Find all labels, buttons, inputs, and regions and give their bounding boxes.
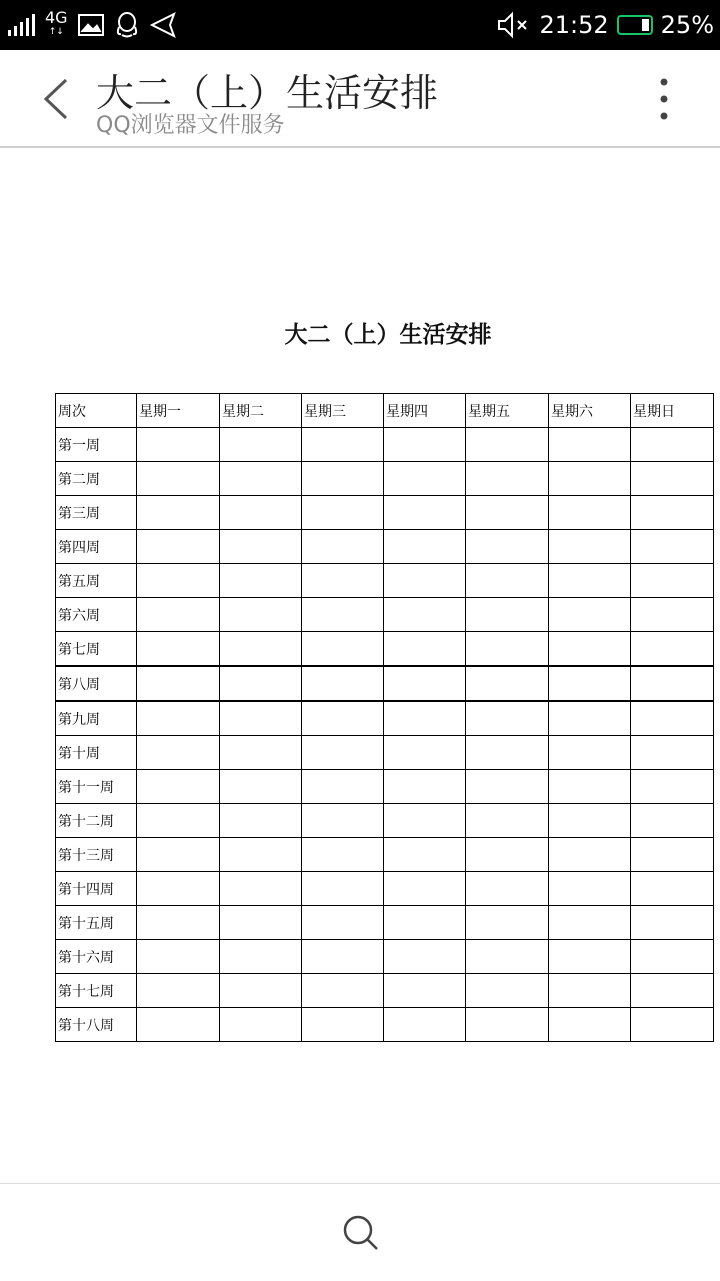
table-cell [137, 1008, 220, 1042]
table-cell [631, 906, 714, 940]
table-cell [302, 906, 384, 940]
table-cell [220, 906, 302, 940]
table-cell [631, 701, 714, 736]
signal-icon [8, 14, 35, 36]
table-cell [220, 428, 302, 462]
table-cell [549, 598, 631, 632]
table-cell [466, 632, 549, 667]
table-cell [137, 974, 220, 1008]
send-icon [150, 12, 176, 38]
table-row [56, 462, 714, 496]
week-label: 第九周 [56, 701, 137, 736]
table-cell [631, 940, 714, 974]
table-cell [631, 1008, 714, 1042]
table-cell [302, 428, 384, 462]
table-row [56, 428, 714, 462]
table-cell [220, 666, 302, 701]
table-cell [137, 804, 220, 838]
table-cell [384, 872, 466, 906]
table-cell [220, 496, 302, 530]
week-label: 第七周 [56, 632, 137, 667]
table-cell [466, 530, 549, 564]
week-label: 第八周 [56, 666, 137, 701]
table-cell [466, 736, 549, 770]
mute-icon [497, 11, 531, 39]
table-cell [302, 701, 384, 736]
table-cell [220, 838, 302, 872]
table-cell [384, 428, 466, 462]
table-cell [466, 428, 549, 462]
table-header-row [56, 394, 714, 428]
table-cell [137, 906, 220, 940]
table-row [56, 906, 714, 940]
table-cell [549, 770, 631, 804]
document-title: 大二（上）生活安排 [284, 322, 492, 348]
table-cell [631, 804, 714, 838]
table-row [56, 838, 714, 872]
table-cell [466, 598, 549, 632]
table-row [56, 564, 714, 598]
table-row [56, 598, 714, 632]
table-row [56, 496, 714, 530]
week-label: 第六周 [56, 598, 137, 632]
table-cell [549, 872, 631, 906]
column-header: 星期三 [302, 394, 384, 428]
table-cell [137, 666, 220, 701]
image-icon [78, 13, 104, 37]
qq-icon [114, 11, 140, 39]
table-cell [137, 940, 220, 974]
table-cell [384, 770, 466, 804]
table-cell [302, 666, 384, 701]
table-cell [384, 974, 466, 1008]
table-cell [466, 838, 549, 872]
table-cell [302, 804, 384, 838]
table-cell [466, 974, 549, 1008]
table-cell [302, 1008, 384, 1042]
table-cell [549, 974, 631, 1008]
table-cell [220, 564, 302, 598]
table-cell [549, 906, 631, 940]
table-cell [384, 701, 466, 736]
table-row [56, 632, 714, 667]
network-label: 4G [45, 8, 68, 27]
table-cell [631, 428, 714, 462]
battery-icon [617, 15, 653, 35]
table-cell [549, 428, 631, 462]
table-cell [384, 530, 466, 564]
week-label: 第十一周 [56, 770, 137, 804]
table-cell [384, 940, 466, 974]
table-row [56, 872, 714, 906]
table-cell [302, 496, 384, 530]
table-cell [549, 1008, 631, 1042]
table-cell [302, 872, 384, 906]
table-cell [220, 872, 302, 906]
table-cell [549, 701, 631, 736]
table-cell [466, 804, 549, 838]
chevron-left-icon[interactable] [38, 76, 78, 122]
table-cell [384, 736, 466, 770]
table-cell [549, 736, 631, 770]
table-cell [220, 632, 302, 667]
table-cell [466, 1008, 549, 1042]
table-cell [631, 974, 714, 1008]
table-cell [466, 701, 549, 736]
table-cell [137, 770, 220, 804]
column-header: 星期二 [220, 394, 302, 428]
table-cell [631, 598, 714, 632]
table-cell [137, 530, 220, 564]
week-label: 第三周 [56, 496, 137, 530]
table-cell [384, 906, 466, 940]
week-label: 第十八周 [56, 1008, 137, 1042]
week-label: 第五周 [56, 564, 137, 598]
table-cell [384, 804, 466, 838]
week-label: 第十二周 [56, 804, 137, 838]
table-cell [631, 838, 714, 872]
page-title: 大二（上）生活安排 [96, 71, 439, 115]
table-cell [549, 666, 631, 701]
table-cell [137, 736, 220, 770]
table-cell [302, 632, 384, 667]
table-cell [631, 564, 714, 598]
table-cell [466, 496, 549, 530]
table-cell [549, 940, 631, 974]
table-cell [466, 462, 549, 496]
table-cell [220, 974, 302, 1008]
table-cell [220, 940, 302, 974]
table-row [56, 974, 714, 1008]
table-row [56, 1008, 714, 1042]
table-row [56, 940, 714, 974]
week-label: 第十七周 [56, 974, 137, 1008]
table-cell [137, 632, 220, 667]
table-cell [466, 564, 549, 598]
table-cell [549, 632, 631, 667]
week-label: 第十六周 [56, 940, 137, 974]
document-viewer[interactable] [0, 148, 720, 1182]
table-cell [631, 632, 714, 667]
table-cell [466, 666, 549, 701]
week-label: 第一周 [56, 428, 137, 462]
table-cell [384, 496, 466, 530]
table-cell [137, 428, 220, 462]
table-cell [302, 770, 384, 804]
table-cell [220, 462, 302, 496]
table-cell [384, 666, 466, 701]
table-cell [631, 872, 714, 906]
table-row [56, 804, 714, 838]
table-cell [220, 701, 302, 736]
week-label: 第十三周 [56, 838, 137, 872]
table-cell [302, 462, 384, 496]
table-row [56, 701, 714, 736]
more-vertical-icon[interactable] [652, 74, 676, 124]
column-header: 星期一 [137, 394, 220, 428]
table-cell [137, 598, 220, 632]
table-cell [549, 462, 631, 496]
table-row [56, 530, 714, 564]
table-cell [220, 770, 302, 804]
table-cell [466, 872, 549, 906]
table-cell [384, 632, 466, 667]
table-cell [549, 530, 631, 564]
status-bar [0, 0, 720, 50]
column-header: 星期五 [466, 394, 549, 428]
table-row [56, 736, 714, 770]
column-header: 周次 [56, 394, 137, 428]
battery-percent: 25% [660, 11, 714, 39]
table-cell [220, 736, 302, 770]
app-header [0, 50, 720, 148]
table-cell [137, 564, 220, 598]
table-cell [137, 462, 220, 496]
table-cell [302, 736, 384, 770]
table-cell [302, 940, 384, 974]
table-cell [137, 838, 220, 872]
table-cell [220, 530, 302, 564]
table-cell [384, 1008, 466, 1042]
table-cell [549, 496, 631, 530]
clock: 21:52 [539, 11, 609, 39]
page-subtitle: QQ浏览器文件服务 [96, 113, 285, 138]
table-cell [384, 564, 466, 598]
week-label: 第十周 [56, 736, 137, 770]
schedule-table [55, 393, 714, 1042]
table-cell [631, 666, 714, 701]
table-cell [220, 1008, 302, 1042]
table-cell [631, 530, 714, 564]
table-row [56, 666, 714, 701]
table-cell [220, 598, 302, 632]
table-cell [631, 770, 714, 804]
week-label: 第二周 [56, 462, 137, 496]
week-label: 第十五周 [56, 906, 137, 940]
table-cell [631, 736, 714, 770]
table-cell [302, 598, 384, 632]
table-cell [631, 462, 714, 496]
table-cell [384, 838, 466, 872]
table-cell [137, 872, 220, 906]
column-header: 星期六 [549, 394, 631, 428]
table-cell [384, 598, 466, 632]
table-cell [384, 462, 466, 496]
table-cell [466, 770, 549, 804]
table-cell [631, 496, 714, 530]
table-row [56, 770, 714, 804]
table-cell [549, 804, 631, 838]
bottom-bar [0, 1183, 720, 1281]
table-cell [302, 974, 384, 1008]
week-label: 第十四周 [56, 872, 137, 906]
week-label: 第四周 [56, 530, 137, 564]
table-cell [220, 804, 302, 838]
table-cell [549, 838, 631, 872]
table-cell [137, 496, 220, 530]
table-cell [302, 564, 384, 598]
table-cell [466, 940, 549, 974]
table-cell [302, 530, 384, 564]
table-cell [549, 564, 631, 598]
table-cell [302, 838, 384, 872]
column-header: 星期四 [384, 394, 466, 428]
search-icon[interactable] [340, 1212, 380, 1252]
table-cell [466, 906, 549, 940]
column-header: 星期日 [631, 394, 714, 428]
network-4g-icon: 4G ↑↓ [45, 8, 68, 37]
table-cell [137, 701, 220, 736]
